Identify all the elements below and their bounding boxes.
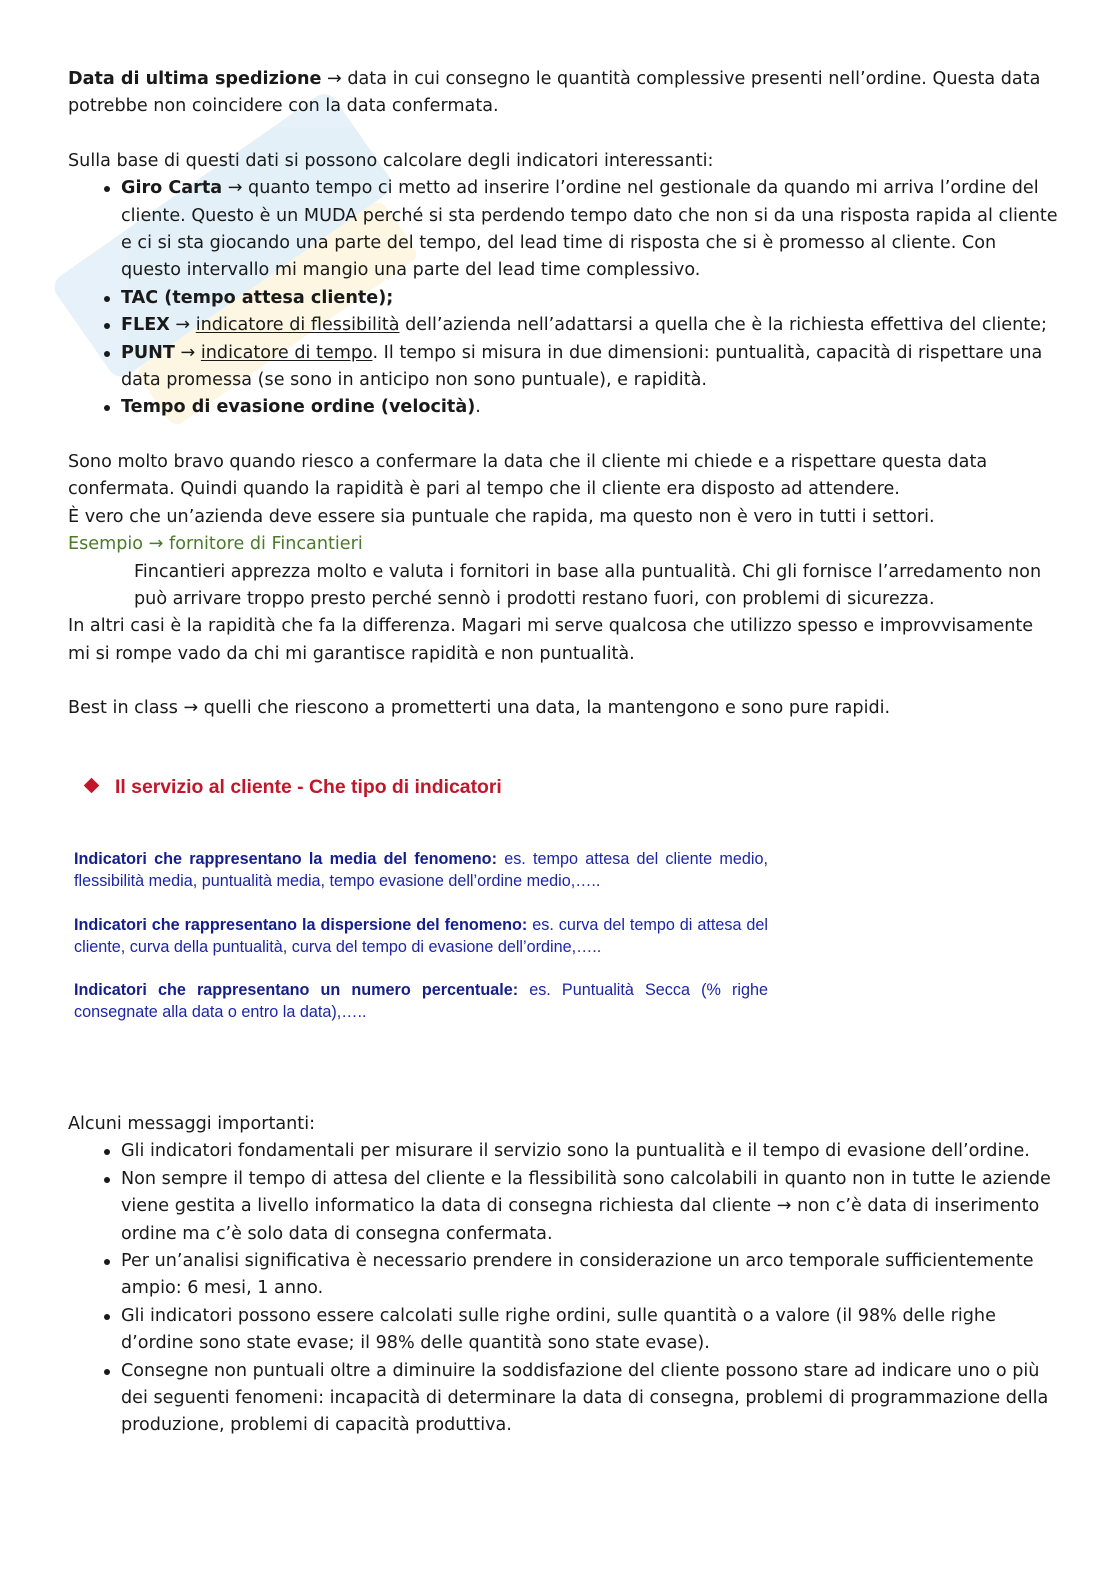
list-item: Gli indicatori possono essere calcolati sulle righe ordini, sulle quantità o a valore (il 98% delle righe d’ordine sono state evase; il 98% delle quantità sono state evase). xyxy=(121,1303,1058,1358)
paragraph-sectors: È vero che un’azienda deve essere sia puntuale che rapida, ma questo non è vero in tutti i settori. xyxy=(68,506,935,527)
arrow-icon: → xyxy=(227,178,243,199)
messages-section xyxy=(68,1111,1058,1440)
diamond-bullet-icon xyxy=(84,778,100,794)
document-body xyxy=(68,66,1058,723)
arrow-icon: → xyxy=(175,315,191,336)
slide-item: Indicatori che rappresentano la dispersione del fenomeno: es. curva del tempo di attesa del cliente, curva della puntualità, curva del tempo di evasione dell’ordine,….. xyxy=(74,915,768,956)
list-item: Gli indicatori fondamentali per misurare il servizio sono la puntualità e il tempo di evasione dell’ordine. xyxy=(121,1138,1058,1165)
list-item: TAC (tempo attesa cliente); xyxy=(121,285,1058,312)
list-item: Tempo di evasione ordine (velocità). xyxy=(121,394,1058,421)
paragraph-last-shipment-date: Data di ultima spedizione → data in cui consegno le quantità complessive presenti nell’ordine. Questa data potrebbe non coincidere con la data confermata. xyxy=(68,69,1041,117)
slide-item: Indicatori che rappresentano la media del fenomeno: es. tempo attesa del cliente medio, flessibilità media, puntualità media, tempo evasione dell’ordine medio,….. xyxy=(74,850,768,891)
indicators-list xyxy=(68,175,1058,422)
messages-intro: Alcuni messaggi importanti: xyxy=(68,1114,316,1134)
list-item: Giro Carta → quanto tempo ci metto ad inserire l’ordine nel gestionale da quando mi arriva l’ordine del cliente. Questo è un MUDA perché si sta perdendo tempo dato che non si da una risposta rapida al cliente e ci si sta giocando una parte del tempo, del lead time di risposta che si è promesso al cliente. Con questo intervallo mi mangio una parte del lead time complessivo. xyxy=(121,175,1058,285)
term-last-shipment-date: Data di ultima spedizione xyxy=(68,69,322,89)
arrow-icon: → xyxy=(183,698,199,719)
messages-list xyxy=(68,1138,1058,1439)
list-item: Non sempre il tempo di attesa del cliente e la flessibilità sono calcolabili in quanto non in tutte le aziende viene gestita a livello informatico la data di consegna richiesta dal cliente → non c’è data di inserimento ordine ma c’è solo data di consegna confermata. xyxy=(121,1166,1058,1248)
arrow-icon: → xyxy=(148,534,164,555)
paragraph-rapidity: In altri casi è la rapidità che fa la differenza. Magari mi serve qualcosa che utilizzo spesso e improvvisamente mi si rompe vado da chi mi garantisce rapidità e non puntualità. xyxy=(68,616,1034,664)
paragraph-best-in-class: Best in class → quelli che riescono a prometterti una data, la mantengono e sono pure rapidi. xyxy=(68,698,891,719)
paragraph-confirmed-date: Sono molto bravo quando riesco a confermare la data che il cliente mi chiede e a rispettare questa data confermata. Quindi quando la rapidità è pari al tempo che il cliente era disposto ad attendere. xyxy=(68,451,988,500)
indicators-intro: Sulla base di questi dati si possono calcolare degli indicatori interessanti: xyxy=(68,150,714,171)
example-heading: Esempio → fornitore di Fincantieri xyxy=(68,534,363,555)
arrow-icon: → xyxy=(180,342,196,363)
list-item: PUNT → indicatore di tempo. Il tempo si misura in due dimensioni: puntualità, capacità di rispettare una data promessa (se sono in anticipo non sono puntuale), e rapidità. xyxy=(121,340,1058,395)
slide-item: Indicatori che rappresentano un numero percentuale: es. Puntualità Secca (% righe consegnate alla data o entro la data),….. xyxy=(74,981,768,1022)
arrow-icon: → xyxy=(327,69,342,89)
list-item: Per un’analisi significativa è necessario prendere in considerazione un arco temporale sufficientemente ampio: 6 mesi, 1 anno. xyxy=(121,1248,1058,1303)
slide-indicators-box xyxy=(74,848,768,1045)
slide-title: Il servizio al cliente - Che tipo di indicatori xyxy=(86,776,502,799)
example-body: Fincantieri apprezza molto e valuta i fornitori in base alla puntualità. Chi gli fornisce l’arredamento non può arrivare troppo presto perché sennò i prodotti restano fuori, con problemi di sicurezza. xyxy=(134,561,1042,609)
list-item: FLEX → indicatore di flessibilità dell’azienda nell’adattarsi a quella che è la richiesta effettiva del cliente; xyxy=(121,312,1058,339)
list-item: Consegne non puntuali oltre a diminuire la soddisfazione del cliente possono stare ad indicare uno o più dei seguenti fenomeni: incapacità di determinare la data di consegna, problemi di programmazione della produzione, problemi di capacità produttiva. xyxy=(121,1358,1058,1440)
